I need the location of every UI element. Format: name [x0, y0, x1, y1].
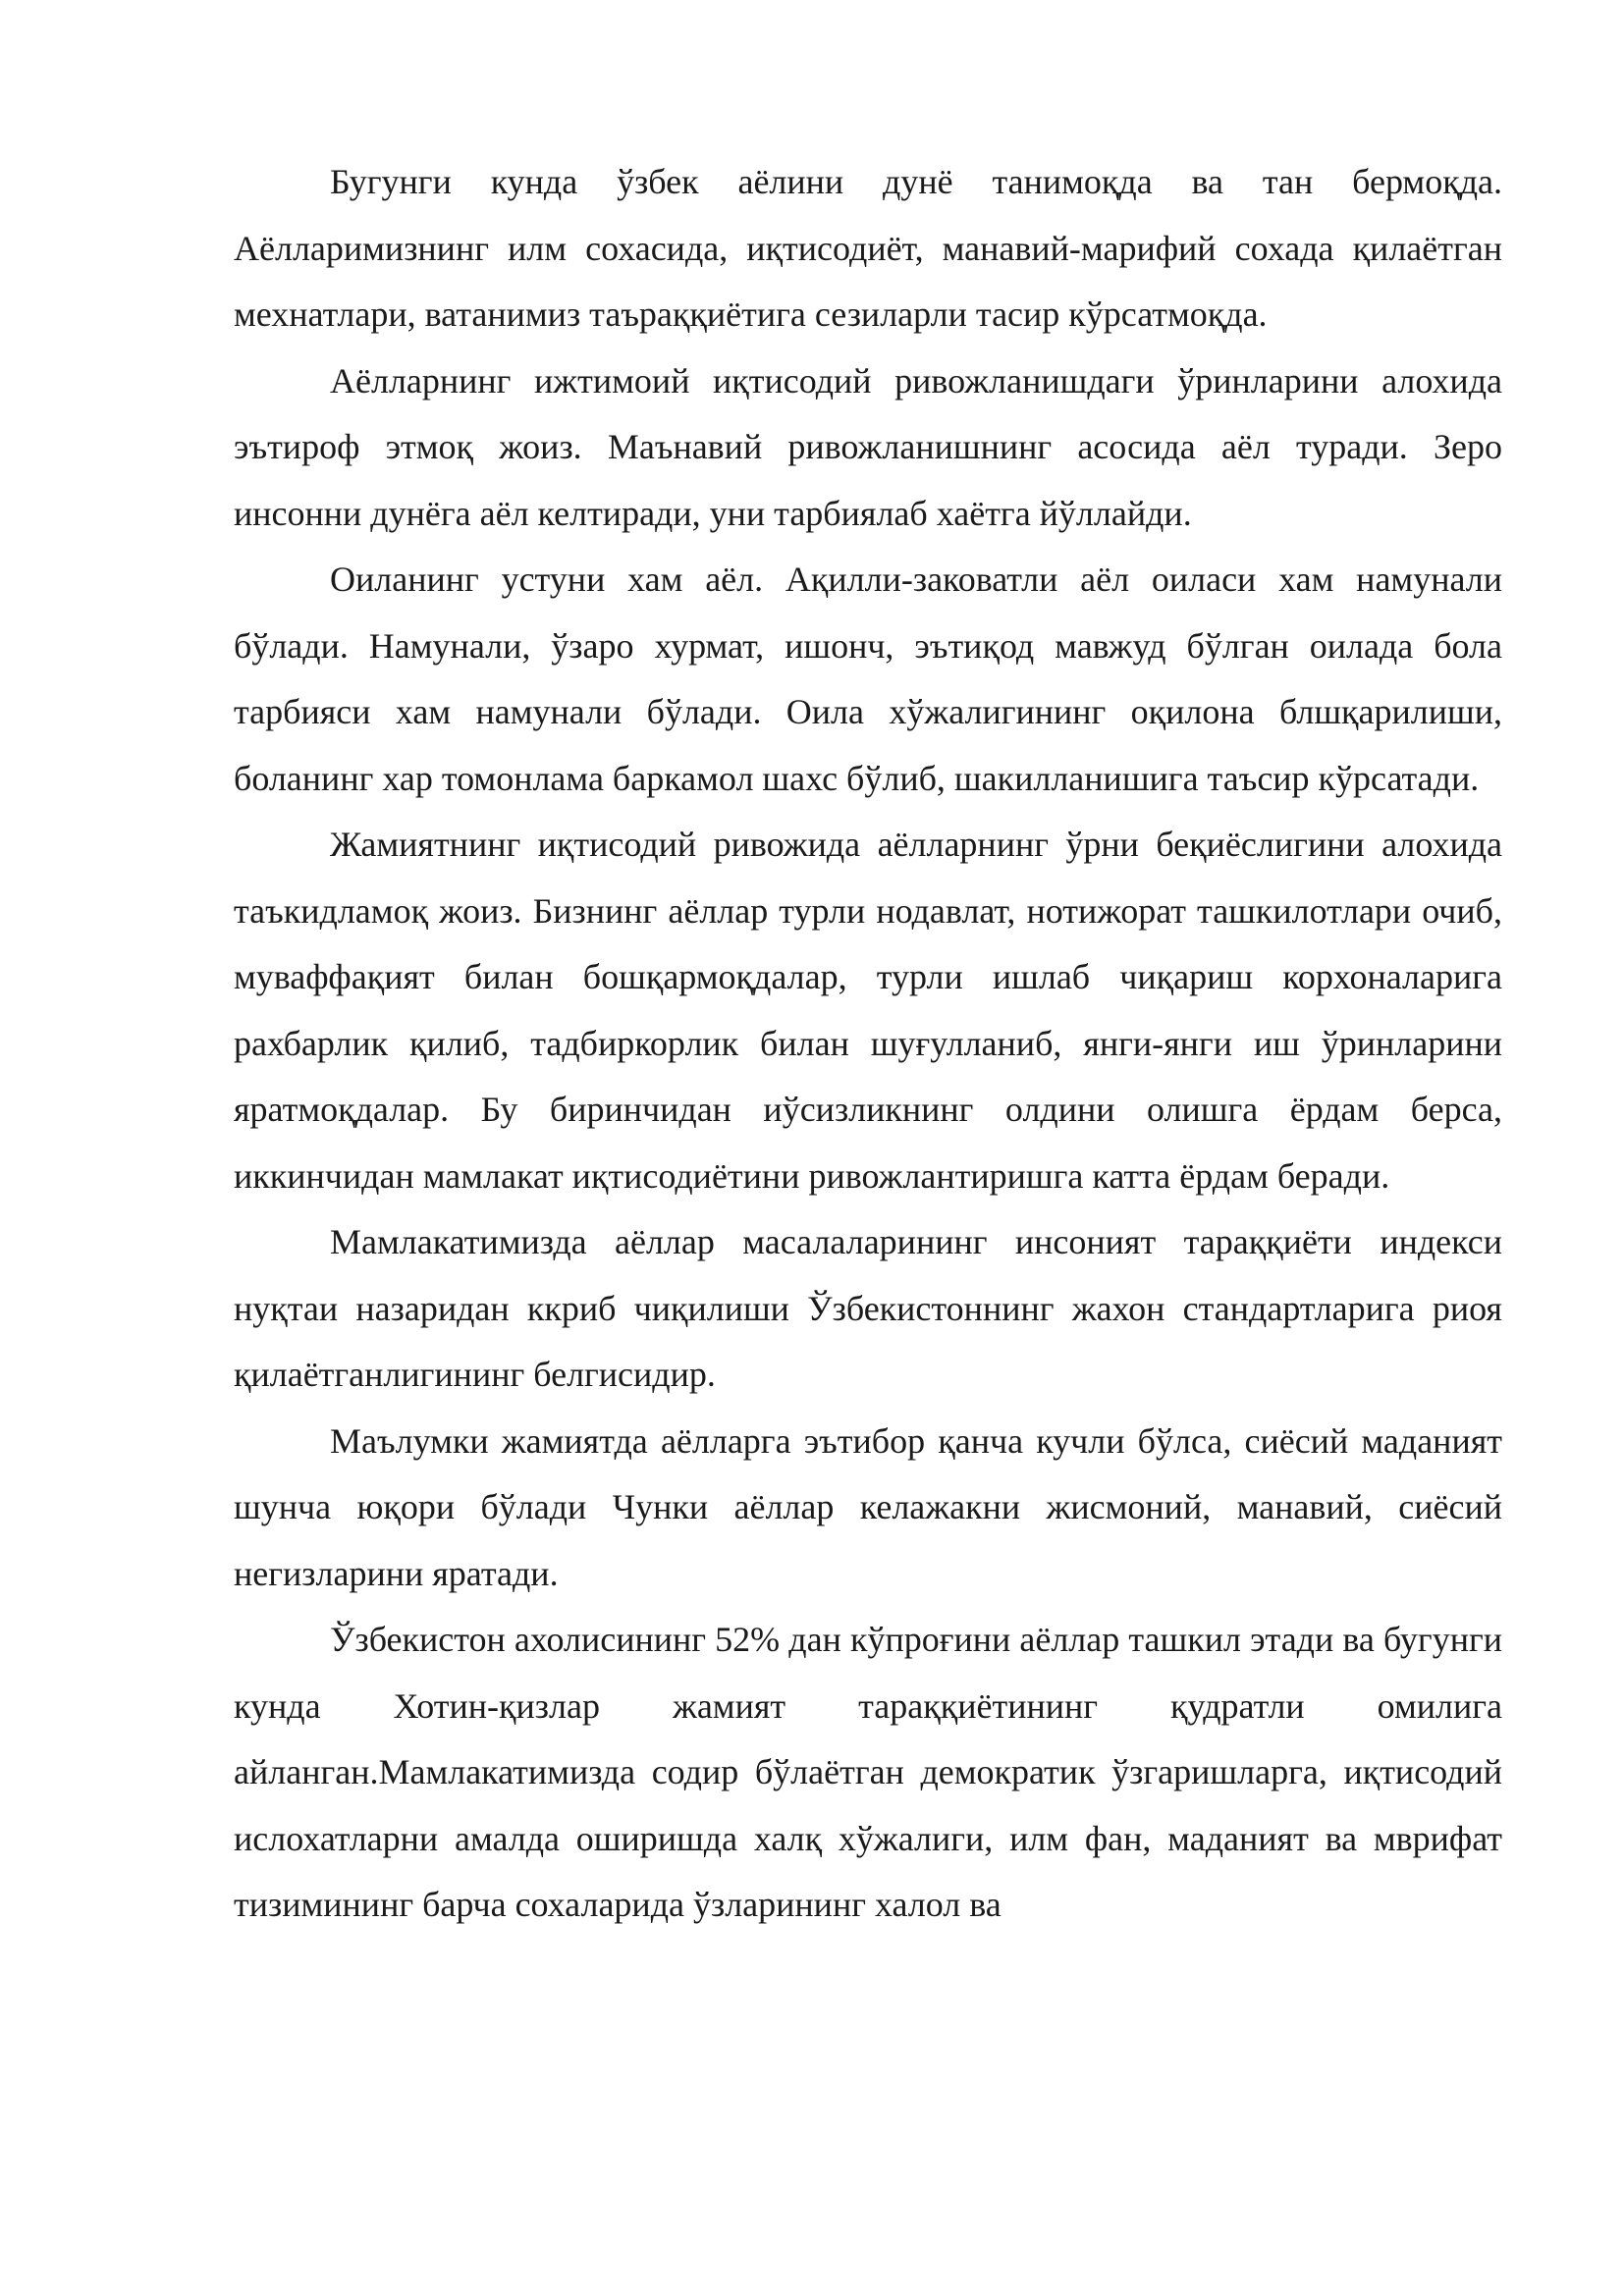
- paragraph-1: Бугунги кунда ўзбек аёлини дунё танимоқда ва тан бермоқда. Аёлларимизнинг илм сохасида, иқтисодиёт, манавий-марифий сохада қилаётган мехнатлари, ватанимиз таъраққиётига сезиларли тасир кўрсатмоқда.: [234, 162, 1502, 334]
- paragraph-7: Ўзбекистон ахолисининг 52% дан кўпроғини аёллар ташкил этади ва бугунги кунда Хотин-қизлар жамият тараққиётининг қудратли омилига айланган.Мамлакатимизда содир бўлаётган демократик ўзгаришларга, иқтисодий ислохатларни амалда оширишда халқ хўжалиги, илм фан, маданият ва мврифат тизимининг барча сохаларида ўзларининг халол ва: [234, 1620, 1502, 1924]
- paragraph-2: Аёлларнинг ижтимоий иқтисодий ривожланишдаги ўринларини алохида эътироф этмоқ жоиз. Маънавий ривожланишнинг асосида аёл туради. Зеро инсонни дунёга аёл келтиради, уни тарбиялаб хаётга йўллайди.: [234, 360, 1502, 533]
- document-body: [234, 149, 1502, 1939]
- paragraph-3: Оиланинг устуни хам аёл. Ақилли-заковатли аёл оиласи хам намунали бўлади. Намунали, ўзаро хурмат, ишонч, эътиқод мавжуд бўлган оилада бола тарбияси хам намунали бўлади. Оила хўжалигининг оқилона блшқарилиши, боланинг хар томонлама баркамол шахс бўлиб, шакилланишига таъсир кўрсатади.: [234, 560, 1502, 798]
- paragraph-5: Мамлакатимизда аёллар масалаларининг инсоният тараққиёти индекси нуқтаи назаридан ккриб чиқилиши Ўзбекистоннинг жахон стандартларига риоя қилаётганлигининг белгисидир.: [234, 1222, 1502, 1394]
- paragraph-4: Жамиятнинг иқтисодий ривожида аёлларнинг ўрни беқиёслигини алохида таъкидламоқ жоиз. Бизнинг аёллар турли нодавлат, нотижорат ташкилотлари очиб, муваффақият билан бошқармоқдалар, турли ишлаб чиқариш корхоналарига рахбарлик қилиб, тадбиркорлик билан шуғулланиб, янги-янги иш ўринларини яратмоқдалар. Бу биринчидан иўсизликнинг олдини олишга ёрдам берса, иккинчидан мамлакат иқтисодиётини ривожлантиришга катта ёрдам беради.: [234, 825, 1502, 1196]
- paragraph-6: Маълумки жамиятда аёлларга эътибор қанча кучли бўлса, сиёсий маданият шунча юқори бўлади Чунки аёллар келажакни жисмоний, манавий, сиёсий негизларини яратади.: [234, 1420, 1502, 1593]
